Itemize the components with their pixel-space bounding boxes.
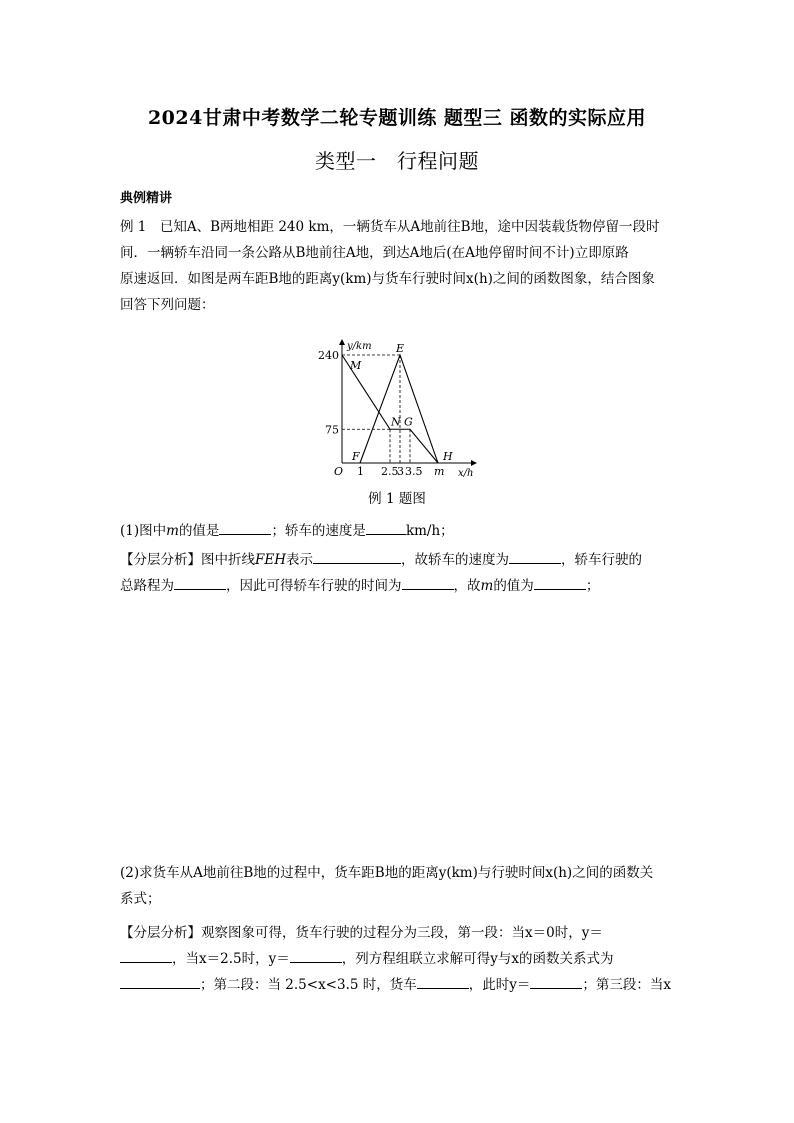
- y-axis-label: y/km: [347, 341, 372, 352]
- page-title: 2024甘肃中考数学二轮专题训练 题型三 函数的实际应用: [147, 107, 647, 129]
- q1-analysis-text: ，故轿车的速度为: [401, 552, 509, 568]
- blank-y-at-2-5[interactable]: [290, 948, 342, 963]
- q2-analysis: [120, 920, 676, 998]
- x-tick-3: 3: [397, 465, 404, 478]
- blank-total-distance[interactable]: [174, 575, 226, 590]
- q1-prefix: (1)图中: [120, 523, 167, 539]
- q1-analysis-text: ，故: [453, 578, 481, 594]
- blank-m-value[interactable]: [219, 520, 271, 535]
- q1-analysis-text: ；: [585, 578, 600, 594]
- blank-feh-meaning[interactable]: [313, 549, 401, 564]
- q1-var-m: m: [166, 523, 179, 539]
- x-tick-2-5: 2.5: [381, 465, 399, 478]
- series-line-car: [360, 355, 438, 463]
- point-label-G: G: [404, 415, 413, 429]
- q2-analysis-line-2: [120, 946, 676, 972]
- blank-car-speed[interactable]: [366, 520, 406, 535]
- point-label-F: F: [352, 450, 360, 463]
- y-tick-75: 75: [325, 423, 339, 437]
- blank-function-expression[interactable]: [120, 974, 200, 989]
- q2-line-1: (2)求货车从A地前往B地的过程中，货车距B地的距离y(km)与行驶时间x(h)之间的函数关: [120, 865, 654, 881]
- q1-analysis-text: 【分层分析】图中折线: [120, 552, 255, 568]
- q1-analysis-line-1: [120, 547, 676, 573]
- q2-analysis-line-3: [120, 972, 676, 998]
- q1-analysis-text: 总路程为: [120, 578, 174, 594]
- q2-analysis-line-1: 【分层分析】观察图象可得，货车行驶的过程分为三段，第一段：当x＝0时，y＝: [120, 925, 603, 941]
- blank-y-stop[interactable]: [530, 974, 582, 989]
- q1-analysis-text: ，轿车行驶的: [561, 552, 642, 568]
- q1-analysis-text: ，因此可得轿车行驶的时间为: [226, 578, 402, 594]
- x-axis-label: x/h: [458, 468, 474, 479]
- distance-time-chart: [300, 336, 500, 481]
- q1-analysis-var-feh: FEH: [255, 552, 286, 568]
- point-label-E: E: [396, 342, 405, 355]
- q1-analysis-text: 表示: [286, 552, 313, 568]
- q2-analysis-text: ；第二段：当 2.5<x<3.5 时，货车: [200, 977, 417, 993]
- point-label-M: M: [350, 359, 362, 372]
- example-line-2: 间．一辆轿车沿同一条公路从B地前往A地，到达A地后(在A地停留时间不计)立即原路: [120, 245, 629, 261]
- blank-truck-state[interactable]: [417, 974, 469, 989]
- question-2: [120, 860, 676, 912]
- example-line-3: 原速返回．如图是两车距B地的距离y(km)与货车行驶时间x(h)之间的函数图象，结合图象: [120, 271, 655, 287]
- q2-analysis-text: ，列方程组联立求解可得y与x的函数关系式为: [341, 951, 614, 967]
- blank-travel-time[interactable]: [402, 575, 454, 590]
- origin-label: O: [334, 465, 344, 478]
- blank-y-at-0[interactable]: [120, 948, 172, 963]
- point-label-H: H: [443, 450, 453, 463]
- q1-mid2: ；轿车的速度是: [271, 523, 366, 539]
- figure-caption: 例 1 题图: [368, 491, 426, 507]
- point-label-N: N: [391, 415, 401, 429]
- q1-analysis-line-2: [120, 573, 676, 599]
- q1-unit: km/h；: [405, 523, 454, 539]
- section-subtitle: 类型一 行程问题: [315, 149, 479, 173]
- y-tick-240: 240: [318, 349, 339, 362]
- q2-line-2: 系式；: [120, 891, 161, 907]
- section-heading: 典例精讲: [120, 191, 173, 206]
- example-line-1: 例 1 已知A、B两地相距 240 km，一辆货车从A地前往B地，途中因装载货物停留一段时: [120, 219, 660, 235]
- blank-m-answer[interactable]: [534, 575, 586, 590]
- q1-mid: 的值是: [178, 523, 220, 539]
- question-1: [120, 518, 676, 544]
- x-tick-3-5: 3.5: [405, 465, 423, 478]
- q2-analysis-text: ；第三段：当x: [582, 977, 672, 993]
- example-line-4: 回答下列问题：: [120, 297, 215, 313]
- q1-analysis: [120, 547, 676, 599]
- blank-speed[interactable]: [509, 549, 561, 564]
- x-tick-1: 1: [357, 465, 364, 478]
- q1-analysis-text: 的值为: [493, 578, 534, 594]
- q2-analysis-text: ，此时y＝: [468, 977, 531, 993]
- example-text: [120, 214, 676, 318]
- q2-analysis-text: ，当x＝2.5时，y＝: [172, 951, 290, 967]
- q1-analysis-var-m: m: [480, 578, 494, 594]
- x-tick-m: m: [434, 465, 445, 478]
